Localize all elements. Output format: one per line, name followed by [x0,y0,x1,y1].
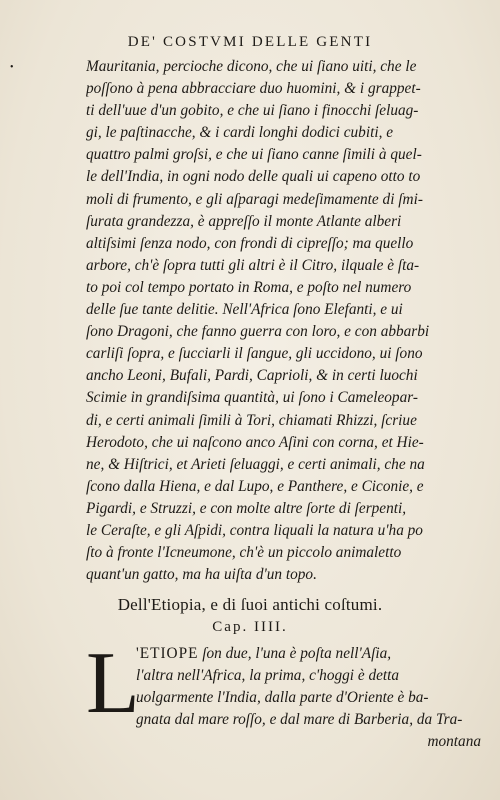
body-text [86,56,476,586]
text-line: quattro palmi groſsi, e che ui ſiano canne ſimili à quel- [86,146,422,164]
first-word: 'ETIOPE [136,645,199,662]
text-line: ſurata grandezza, è appreſſo il monte Atlante alberi [86,212,402,230]
drop-cap: L [86,635,140,732]
text-line: uolgarmente l'India, dalla parte d'Oriente è ba- [136,689,429,707]
text-line: moli di frumento, e gli aſparagi medeſimamente di ſmi- [86,190,423,208]
text-line: ne, & Hiſtrici, et Arieti ſeluaggi, e certi animali, che na [86,455,425,473]
text-line: ti dell'uue d'un gobito, e che ui ſiano i finocchi ſeluag- [86,102,419,120]
text-line: Pigardi, e Struzzi, e con molte altre ſorte di ſerpenti, [86,499,407,517]
section-title: Dell'Etiopia, e di ſuoi antichi coſtumi. [117,595,383,614]
text-line: gi, le paſtinacche, & i cardi longhi dodici cubiti, e [86,124,394,142]
text-line: ancho Leoni, Bufali, Pardi, Caprioli, & in certi luochi [86,367,418,385]
text-line: carliſi ſopra, e ſucciarli il ſangue, gli uccidono, ui ſono [86,345,423,363]
margin-mark: • [10,62,14,73]
text-line: l'altra nell'Africa, la prima, c'hoggi è detta [136,667,400,685]
text-line: quant'un gatto, ma ha uiſta d'un topo. [86,566,317,584]
text-line: Mauritania, percioche dicono, che ui ſiano uiti, che le [86,58,417,75]
text-line: ſto à fronte l'Icneumone, ch'è un piccolo animaletto [86,544,402,562]
text-line: ſcono dalla Hiena, e dal Lupo, e Panthere, e Ciconie, e [86,477,424,495]
text-line: di, e certi animali ſimili à Tori, chiamati Rhizzi, ſcriue [86,411,417,429]
text-line: poſſono à pena abbracciare duo huomini, & i grappet- [86,80,421,98]
text-line: le Ceraſte, e gli Aſpidi, contra liquali la natura u'ha po [86,521,423,539]
text-line: to poi col tempo portato in Roma, e poſto nel numero [86,278,412,296]
text-line: delle ſue tante delitie. Nell'Africa ſono Elefanti, e ui [86,301,403,319]
text-line [136,643,481,665]
running-head: DE' COSTVMI DELLE GENTI [127,34,373,50]
text-line: montana [427,733,481,751]
chapter-text [136,643,481,753]
text-line: altiſsimi ſenza nodo, con frondi di cipreſſo; ma quello [86,234,414,252]
text-line: Herodoto, che ui naſcono anco Aſini con corna, et Hie- [86,433,424,451]
text-line: ſono Dragoni, che fanno guerra con loro, e con abbarbi [86,323,430,341]
text-line: arbore, ch'è ſopra tutti gli altri è il Citro, ilquale è ſta- [86,256,420,274]
text-line: gnata dal mare roſſo, e dal mare di Barberia, da Tra- [136,711,463,729]
chapter-number: Cap. IIII. [212,619,288,635]
text-line: Scimie in grandiſsima quantità, ui ſono i Cameleopar- [86,389,418,407]
text-line: le dell'India, in ogni nodo delle quali ui capeno otto to [86,168,421,186]
first-line-rest: ſon due, l'una è poſta nell'Aſia, [198,645,392,662]
